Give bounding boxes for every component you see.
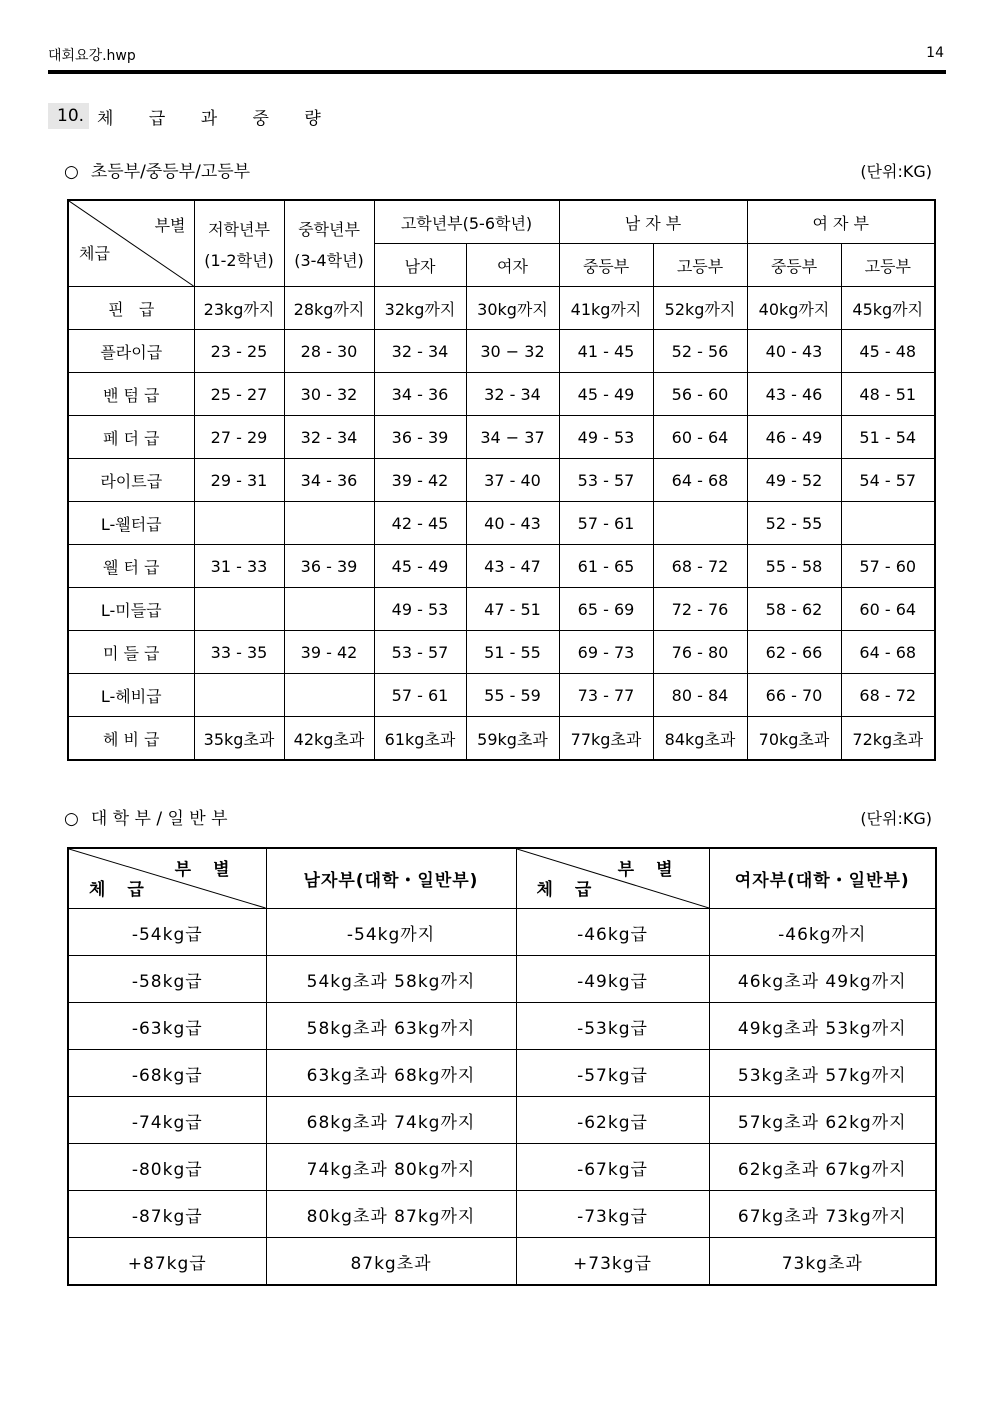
subsection-1-unit: (단위:KG) [860, 162, 932, 181]
table2-m-range-cell: 63kg초과 68kg까지 [266, 1050, 516, 1097]
weight-cell: 28kg까지 [284, 287, 374, 330]
table2-women-corner-cell [516, 848, 709, 909]
weight-cell: 57 - 60 [841, 545, 935, 588]
weight-cell: 34 − 37 [466, 416, 559, 459]
weight-cell [194, 588, 284, 631]
table-row [68, 330, 935, 373]
table2-m-range-cell: -54kg까지 [266, 909, 516, 956]
weight-cell: 41 - 45 [559, 330, 653, 373]
table-row [68, 909, 936, 956]
weight-cell: 37 - 40 [466, 459, 559, 502]
table1-corner-division: 부별 [154, 216, 186, 235]
weight-cell: 66 - 70 [747, 674, 841, 717]
table2-m-class-cell: -58kg급 [68, 956, 266, 1003]
subheader-men-middle: 중등부 [559, 244, 653, 287]
table2-m-range-cell: 68kg초과 74kg까지 [266, 1097, 516, 1144]
weight-class-name: 미 들 급 [68, 631, 194, 674]
weight-cell: 42kg초과 [284, 717, 374, 761]
subheader-boys: 남자 [374, 244, 466, 287]
col-header-lower-grade-line1: 저학년부 [208, 219, 270, 239]
weight-cell: 53 - 57 [559, 459, 653, 502]
weight-class-name: 밴 텀 급 [68, 373, 194, 416]
table2-women-corner-class: 체급 [536, 880, 614, 900]
weight-cell: 51 - 55 [466, 631, 559, 674]
table2-men-header: 남자부(대학・일반부) [266, 848, 516, 909]
table1-corner-cell [68, 200, 194, 287]
table2-women-corner-division: 부별 [617, 860, 695, 880]
weight-cell: 32kg까지 [374, 287, 466, 330]
table2-w-class-cell: -57kg급 [516, 1050, 709, 1097]
table-row [68, 545, 935, 588]
weight-cell: 61 - 65 [559, 545, 653, 588]
weight-cell: 40 - 43 [466, 502, 559, 545]
weight-cell: 72 - 76 [653, 588, 747, 631]
weight-cell: 43 - 47 [466, 545, 559, 588]
weight-cell: 60 - 64 [841, 588, 935, 631]
weight-cell: 49 - 52 [747, 459, 841, 502]
table2-m-class-cell: -80kg급 [68, 1144, 266, 1191]
weight-class-name: L-미들급 [68, 588, 194, 631]
weight-cell: 40 - 43 [747, 330, 841, 373]
weight-class-name: 라이트급 [68, 459, 194, 502]
weight-cell: 59kg초과 [466, 717, 559, 761]
weight-class-name: 페 더 급 [68, 416, 194, 459]
weight-cell: 34 - 36 [374, 373, 466, 416]
table2-w-range-cell: 73kg초과 [709, 1238, 936, 1286]
table2-w-range-cell: 62kg초과 67kg까지 [709, 1144, 936, 1191]
table2-w-range-cell: 49kg초과 53kg까지 [709, 1003, 936, 1050]
table2-m-range-cell: 74kg초과 80kg까지 [266, 1144, 516, 1191]
subsection-2-unit: (단위:KG) [860, 809, 932, 828]
table2-m-range-cell: 80kg초과 87kg까지 [266, 1191, 516, 1238]
weight-cell: 68 - 72 [653, 545, 747, 588]
weight-cell: 48 - 51 [841, 373, 935, 416]
col-header-upper-grade: 고학년부(5-6학년) [374, 200, 559, 244]
weight-cell [653, 502, 747, 545]
table2-w-class-cell: -46kg급 [516, 909, 709, 956]
table2-w-range-cell: 46kg초과 49kg까지 [709, 956, 936, 1003]
weight-cell: 30kg까지 [466, 287, 559, 330]
weight-cell: 60 - 64 [653, 416, 747, 459]
weight-cell: 25 - 27 [194, 373, 284, 416]
table2-w-class-cell: -62kg급 [516, 1097, 709, 1144]
weight-cell: 47 - 51 [466, 588, 559, 631]
weight-cell: 70kg초과 [747, 717, 841, 761]
col-header-middle-grade-line2: (3-4학년) [294, 250, 364, 270]
table2-m-class-cell: -87kg급 [68, 1191, 266, 1238]
weight-cell: 28 - 30 [284, 330, 374, 373]
col-header-middle-grade [284, 200, 374, 287]
weight-class-name: 플라이급 [68, 330, 194, 373]
weight-cell: 23kg까지 [194, 287, 284, 330]
section-title: 체 급 과 중 량 [97, 108, 336, 129]
weight-cell: 53 - 57 [374, 631, 466, 674]
col-header-women: 여 자 부 [747, 200, 935, 244]
section-heading [48, 101, 336, 131]
weight-cell: 39 - 42 [374, 459, 466, 502]
weight-cell: 80 - 84 [653, 674, 747, 717]
header-rule [48, 70, 946, 74]
table-row [68, 631, 935, 674]
subsection-2-label: 대 학 부 / 일 반 부 [90, 809, 228, 829]
table2-w-class-cell: -49kg급 [516, 956, 709, 1003]
table1-body [68, 287, 935, 761]
page-number: 14 [926, 45, 944, 61]
table2-w-range-cell: 57kg초과 62kg까지 [709, 1097, 936, 1144]
document-filename: 대회요강.hwp [48, 48, 136, 64]
weight-cell: 34 - 36 [284, 459, 374, 502]
subheader-women-high: 고등부 [841, 244, 935, 287]
weight-cell: 30 - 32 [284, 373, 374, 416]
table2-m-class-cell: -54kg급 [68, 909, 266, 956]
weight-cell: 49 - 53 [559, 416, 653, 459]
table-row [68, 1003, 936, 1050]
table2-m-class-cell: +87kg급 [68, 1238, 266, 1286]
table-row [68, 717, 935, 761]
weight-cell: 64 - 68 [841, 631, 935, 674]
subsection-1-title [64, 157, 250, 182]
table-row [68, 459, 935, 502]
weight-cell: 45 - 49 [559, 373, 653, 416]
table1-corner-class: 체급 [79, 244, 110, 263]
weight-cell: 77kg초과 [559, 717, 653, 761]
weight-cell: 42 - 45 [374, 502, 466, 545]
weight-cell: 52 - 55 [747, 502, 841, 545]
subheader-men-high: 고등부 [653, 244, 747, 287]
weight-cell: 32 - 34 [466, 373, 559, 416]
table2-w-class-cell: -73kg급 [516, 1191, 709, 1238]
table-row [68, 1144, 936, 1191]
table-row [68, 674, 935, 717]
table2-w-range-cell: 53kg초과 57kg까지 [709, 1050, 936, 1097]
weight-cell: 45 - 49 [374, 545, 466, 588]
section-number: 10. [48, 103, 89, 129]
table-row [68, 373, 935, 416]
weight-cell: 49 - 53 [374, 588, 466, 631]
weight-cell: 72kg초과 [841, 717, 935, 761]
table2-men-corner-class: 체급 [89, 880, 166, 900]
weight-cell: 43 - 46 [747, 373, 841, 416]
weight-cell [194, 674, 284, 717]
table2-w-class-cell: -67kg급 [516, 1144, 709, 1191]
weight-cell: 57 - 61 [559, 502, 653, 545]
table2-m-range-cell: 58kg초과 63kg까지 [266, 1003, 516, 1050]
weight-cell: 33 - 35 [194, 631, 284, 674]
weight-cell: 52kg까지 [653, 287, 747, 330]
weight-cell: 39 - 42 [284, 631, 374, 674]
table-row [68, 1097, 936, 1144]
col-header-middle-grade-line1: 중학년부 [298, 219, 360, 239]
weight-cell: 61kg초과 [374, 717, 466, 761]
circle-bullet-icon: ○ [64, 162, 79, 182]
weight-cell: 68 - 72 [841, 674, 935, 717]
weight-cell: 55 - 58 [747, 545, 841, 588]
weight-cell [284, 674, 374, 717]
weight-cell [841, 502, 935, 545]
weight-cell: 69 - 73 [559, 631, 653, 674]
table2-m-range-cell: 87kg초과 [266, 1238, 516, 1286]
weight-cell: 35kg초과 [194, 717, 284, 761]
table2-m-range-cell: 54kg초과 58kg까지 [266, 956, 516, 1003]
weight-class-name: 웰 터 급 [68, 545, 194, 588]
weight-cell: 36 - 39 [374, 416, 466, 459]
weight-cell: 41kg까지 [559, 287, 653, 330]
weight-cell: 45 - 48 [841, 330, 935, 373]
table-row [68, 287, 935, 330]
table2-w-range-cell: 67kg초과 73kg까지 [709, 1191, 936, 1238]
table2-m-class-cell: -68kg급 [68, 1050, 266, 1097]
table2-women-header: 여자부(대학・일반부) [709, 848, 936, 909]
col-header-lower-grade-line2: (1-2학년) [204, 250, 274, 270]
weight-cell: 62 - 66 [747, 631, 841, 674]
table-row [68, 1191, 936, 1238]
weight-cell: 51 - 54 [841, 416, 935, 459]
col-header-men: 남 자 부 [559, 200, 747, 244]
circle-bullet-icon: ○ [64, 809, 79, 829]
table2-w-range-cell: -46kg까지 [709, 909, 936, 956]
table-row [68, 1050, 936, 1097]
weight-cell: 31 - 33 [194, 545, 284, 588]
subsection-2-title [64, 804, 228, 829]
weight-cell: 40kg까지 [747, 287, 841, 330]
table-row [68, 502, 935, 545]
weight-class-name: L-헤비급 [68, 674, 194, 717]
table2-men-corner-cell [68, 848, 266, 909]
table2-men-corner-division: 부별 [174, 860, 252, 880]
weight-cell [194, 502, 284, 545]
weight-cell: 36 - 39 [284, 545, 374, 588]
weight-cell: 52 - 56 [653, 330, 747, 373]
weight-cell: 84kg초과 [653, 717, 747, 761]
weight-table-adult [67, 847, 937, 1286]
weight-cell: 58 - 62 [747, 588, 841, 631]
weight-cell: 56 - 60 [653, 373, 747, 416]
weight-cell: 29 - 31 [194, 459, 284, 502]
table-row [68, 588, 935, 631]
weight-cell: 57 - 61 [374, 674, 466, 717]
weight-cell: 23 - 25 [194, 330, 284, 373]
subheader-women-middle: 중등부 [747, 244, 841, 287]
weight-cell: 32 - 34 [374, 330, 466, 373]
weight-cell [284, 588, 374, 631]
weight-cell: 65 - 69 [559, 588, 653, 631]
table2-body [68, 909, 936, 1286]
table2-w-class-cell: +73kg급 [516, 1238, 709, 1286]
weight-class-name: L-웰터급 [68, 502, 194, 545]
weight-cell: 32 - 34 [284, 416, 374, 459]
weight-class-name: 헤 비 급 [68, 717, 194, 761]
weight-cell [284, 502, 374, 545]
weight-cell: 45kg까지 [841, 287, 935, 330]
table-row [68, 416, 935, 459]
weight-cell: 76 - 80 [653, 631, 747, 674]
weight-cell: 73 - 77 [559, 674, 653, 717]
weight-table-school [67, 199, 936, 761]
weight-cell: 46 - 49 [747, 416, 841, 459]
weight-cell: 30 − 32 [466, 330, 559, 373]
col-header-lower-grade [194, 200, 284, 287]
weight-cell: 64 - 68 [653, 459, 747, 502]
table-row [68, 956, 936, 1003]
weight-cell: 27 - 29 [194, 416, 284, 459]
weight-class-name: 핀 급 [68, 287, 194, 330]
table2-m-class-cell: -74kg급 [68, 1097, 266, 1144]
weight-cell: 54 - 57 [841, 459, 935, 502]
weight-cell: 55 - 59 [466, 674, 559, 717]
subheader-girls: 여자 [466, 244, 559, 287]
subsection-1-label: 초등부/중등부/고등부 [90, 162, 251, 182]
table2-m-class-cell: -63kg급 [68, 1003, 266, 1050]
table-row [68, 1238, 936, 1286]
table2-w-class-cell: -53kg급 [516, 1003, 709, 1050]
